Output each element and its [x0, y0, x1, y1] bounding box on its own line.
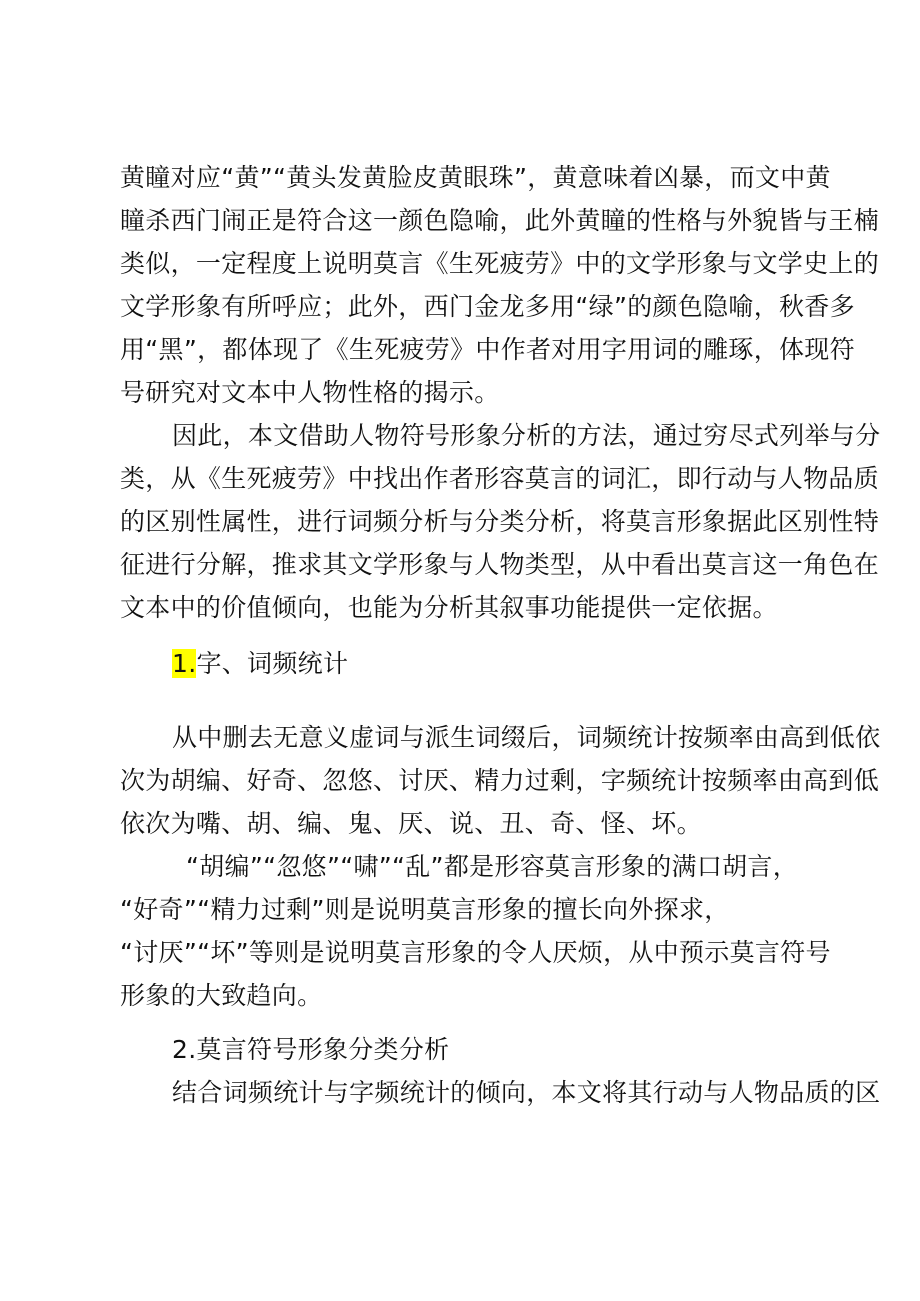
paragraph-3-line-1: 从中删去无意义虚词与派生词缀后，词频统计按频率由高到低依	[172, 723, 881, 752]
paragraph-2-line-3: 的区别性属性，进行词频分析与分类分析，将莫言形象据此区别性特	[120, 507, 880, 536]
paragraph-1-line-5: 用“黑”，都体现了《生死疲劳》中作者对用字用词的雕琢，体现符	[120, 335, 855, 364]
paragraph-1-line-6: 号研究对文本中人物性格的揭示。	[120, 378, 500, 407]
paragraph-2-line-2: 类，从《生死疲劳》中找出作者形容莫言的词汇，即行动与人物品质	[120, 464, 880, 493]
paragraph-3-line-3: 依次为嘴、胡、编、鬼、厌、说、丑、奇、怪、坏。	[120, 809, 702, 838]
paragraph-4-line-1: “胡编”“忽悠”“啸”“乱”都是形容莫言形象的满口胡言，	[186, 852, 799, 881]
paragraph-3-line-2: 次为胡编、好奇、忽悠、讨厌、精力过剩，字频统计按频率由高到低	[120, 766, 880, 795]
paragraph-1-line-3: 类似，一定程度上说明莫言《生死疲劳》中的文学形象与文学史上的	[120, 249, 880, 278]
section-heading-2: 2.莫言符号形象分类分析	[172, 1035, 450, 1064]
paragraph-2-line-1: 因此，本文借助人物符号形象分析的方法，通过穷尽式列举与分	[172, 421, 881, 450]
paragraph-2-line-4: 征进行分解，推求其文学形象与人物类型，从中看出莫言这一角色在	[120, 550, 880, 579]
paragraph-5-line-1: 结合词频统计与字频统计的倾向，本文将其行动与人物品质的区	[172, 1078, 881, 1107]
paragraph-1-line-1: 黄瞳对应“黄”“黄头发黄脸皮黄眼珠”，黄意味着凶暴，而文中黄	[120, 163, 831, 192]
section-heading-1	[172, 644, 872, 684]
paragraph-4-line-2: “好奇”“精力过剩”则是说明莫言形象的擅长向外探求，	[120, 895, 730, 924]
paragraph-1-line-2: 瞳杀西门闹正是符合这一颜色隐喻，此外黄瞳的性格与外貌皆与王楠	[120, 206, 880, 235]
paragraph-2-line-5: 文本中的价值倾向，也能为分析其叙事功能提供一定依据。	[120, 593, 778, 622]
section-number-highlight: 1.	[172, 649, 197, 678]
paragraph-1-line-4: 文学形象有所呼应；此外，西门金龙多用“绿”的颜色隐喻，秋香多	[120, 292, 855, 321]
section-heading-1-text: 字、词频统计	[196, 649, 349, 678]
paragraph-4-line-3: “讨厌”“坏”等则是说明莫言形象的令人厌烦，从中预示莫言符号	[120, 938, 831, 967]
paragraph-4-line-4: 形象的大致趋向。	[120, 981, 323, 1010]
